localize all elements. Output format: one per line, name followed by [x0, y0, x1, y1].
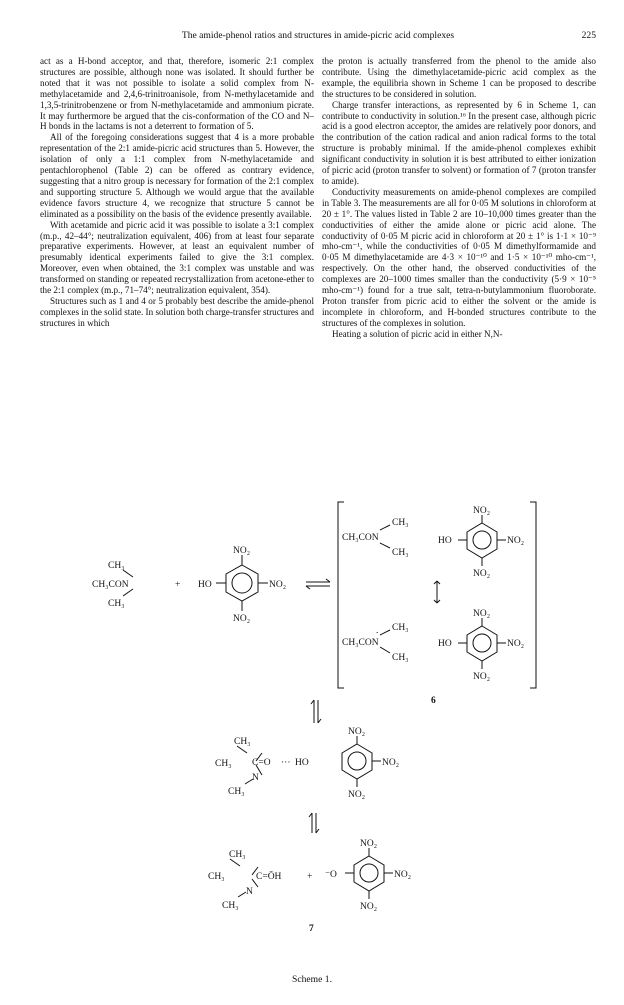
- chem-label: CH₃: [392, 623, 409, 633]
- benzene-ring: [342, 744, 372, 779]
- paragraph: Conductivity measurements on amide-phenol complexes are compiled in Table 3. The measurements are all for 0·05 M solutions in chloroform at 20 ± 1°. The values listed in Table 2 are 10–10,000 times greater than the conductivities of either the amide alone or picric acid alone. The conductivity of 0·05 M picric acid in chloroform at 20 ± 1° is 1·1 × 10⁻⁹ mho-cm⁻¹, while the conductivities of 0·05 M dimethylformamide and 0·05 M dimethylacetamide are 4·3 × 10⁻¹⁰ and 1·5 × 10⁻¹⁰ mho-cm⁻¹, respectively. On the other hand, the observed conductivities of the complexes are 20–1000 times smaller than the conductivity (5·9 × 10⁻⁵ mho-cm⁻¹) found for a true salt, tetra-n-butylammonium fluoroborate. Proton transfer from picric acid to either the solvent or the amide is incomplete in chloroform, and H-bonded structures contribute to the structures of the complexes in solution.: [322, 186, 596, 328]
- chem-label: CH₃: [392, 653, 409, 663]
- chem-label: NO₂: [348, 790, 366, 800]
- running-title: The amide-phenol ratios and structures in amide-picric acid complexes: [181, 30, 455, 41]
- chem-label: CH₃: [228, 787, 245, 797]
- page-header: [40, 30, 596, 44]
- scheme-caption: Scheme 1.: [292, 974, 332, 985]
- compound-number-6: 6: [431, 696, 436, 706]
- chem-label: NO₂: [473, 672, 491, 682]
- chem-label: NO₂: [507, 536, 525, 546]
- chem-label: HO: [438, 536, 452, 546]
- scheme-drawing: [0, 495, 624, 975]
- chem-label: CH₃: [229, 850, 246, 860]
- benzene-ring: [467, 523, 497, 558]
- chem-label: NO₂: [360, 902, 378, 912]
- chem-label: NO₂: [382, 758, 400, 768]
- chem-label: C=ŌH: [256, 872, 282, 882]
- chem-label: NO₂: [348, 727, 366, 737]
- chem-label: N: [246, 887, 253, 897]
- bond-line: [380, 647, 390, 653]
- benzene-ring: [226, 565, 258, 601]
- chem-label: NO₂: [473, 569, 491, 579]
- bond-line: [237, 746, 247, 753]
- chem-label: NO₂: [233, 614, 251, 624]
- paragraph: the proton is actually transferred from the phenol to the amide also contribute. Using the dimethylacetamide-picric acid complex as the example, the equilibria shown in Scheme 1 can be proposed to describe the structures to be considered in solution.: [322, 56, 596, 99]
- bracket-right: [530, 502, 536, 688]
- chem-label: NO₂: [473, 506, 491, 516]
- paragraph: Structures such as 1 and 4 or 5 probably best describe the amide-phenol complexes in the solid state. In solution both charge-transfer structures and structures in which: [40, 295, 314, 328]
- benzene-ring: [354, 856, 384, 891]
- chem-label: CH₃: [222, 901, 239, 911]
- paragraph: All of the foregoing considerations suggest that 4 is a more probable representation of the 2:1 amide-picric acid structures than 5. However, the isolation of only a 1:1 complex from N-methylacetamide and pentachlorophenol (Table 2) can be offered as contrary evidence, suggesting that a nitro group is necessary for formation of the 2:1 complex and supporting structure 5. Although we would argue that the available evidence favors structure 4, we recognize that structure 5 cannot be eliminated as a possibility on the basis of the evidence presently available.: [40, 132, 314, 219]
- paragraph: act as a H-bond acceptor, and that, therefore, isomeric 2:1 complex structures are possible, although none was isolated. It should further be noted that it was not possible to isolate a solid complex from N-methylacetamide and 2,4,6-trinitroanisole, from N-methylacetamide and 1,3,5-trinitrobenzene or from N-methylacetamide and ammonium picrate. It may furthermore be argued that the cis-conformation of the CO and N–H bonds in the lactams is not a deterrent to formation of 5.: [40, 56, 314, 132]
- bond-line: [380, 525, 390, 530]
- aromatic-circle: [360, 864, 378, 882]
- paragraph: Heating a solution of picric acid in either N,N-: [332, 328, 503, 339]
- paragraph: Charge transfer interactions, as represented by 6 in Scheme 1, can contribute to conductivity in solution.¹⁶ In the present case, although picric acid is a good electron acceptor, the amides are relatively poor donors, and the contribution of the cation radical and anion radical forms to the total structure is probably minimal. If the amide-phenol complexes exhibit significant conductivity in solution it is best attributed to either ionization of picric acid (proton transfer to solvent) or formation of 7 (proton transfer to amide).: [322, 99, 596, 186]
- bond-line: [123, 589, 133, 596]
- chem-label: HO: [295, 758, 309, 768]
- right-column: [322, 56, 596, 340]
- bond-line: [380, 630, 390, 635]
- chem-label: N: [252, 773, 259, 783]
- paragraph: With acetamide and picric acid it was possible to isolate a 3:1 complex (m.p., 42–44°; neutralization equivalent, 406) from at least four separate preparative experiments. However, at least an equivalent number of presumably identical experiments failed to give the 3:1 complex. Moreover, even when obtained, the 3:1 complex was unstable and was transformed on standing or repeated recrystallization from acetone-ether to the 2:1 complex (m.p., 71–74°; neutralization equivalent, 354).: [40, 219, 314, 296]
- bracket-left: [338, 502, 344, 688]
- chem-label: CH₃CON: [342, 638, 379, 648]
- aromatic-circle: [348, 752, 366, 770]
- chem-label: HO: [438, 639, 452, 649]
- bond-line: [238, 892, 246, 897]
- chem-label: CH₃: [392, 548, 409, 558]
- plus-sign: +: [175, 580, 181, 590]
- chem-label: HO: [198, 580, 212, 590]
- bond-line: [123, 570, 133, 577]
- chem-label: CH₃: [208, 872, 225, 882]
- chem-label: NO₂: [233, 546, 251, 556]
- page-number: 225: [581, 30, 596, 41]
- chem-label: NO₂: [269, 580, 287, 590]
- aromatic-circle: [473, 634, 491, 652]
- chem-label: NO₂: [360, 839, 378, 849]
- scheme-1-figure: [0, 495, 624, 995]
- chem-label: CH₃: [392, 518, 409, 528]
- compound-number-7: 7: [309, 924, 314, 934]
- chem-label: CH₃: [108, 599, 125, 609]
- left-column: [40, 56, 314, 329]
- chem-label: CH₃: [108, 561, 125, 571]
- benzene-ring: [467, 626, 497, 661]
- chem-label: NO₂: [507, 639, 525, 649]
- chem-label: NO₂: [473, 609, 491, 619]
- chem-label: ···: [281, 758, 291, 768]
- chem-label: NO₂: [394, 870, 412, 880]
- chem-label: CH₃: [215, 759, 232, 769]
- bond-line: [230, 859, 240, 866]
- chem-label: .: [376, 626, 379, 636]
- chem-label: CH₃CON: [92, 580, 129, 590]
- aromatic-circle: [473, 531, 491, 549]
- aromatic-circle: [232, 573, 252, 593]
- chem-label: C=O: [252, 758, 271, 768]
- plus-sign: +: [307, 872, 313, 882]
- bond-line: [380, 543, 390, 548]
- chem-label: CH₃CON: [342, 533, 379, 543]
- chem-label: CH₃: [234, 737, 251, 747]
- chem-label: ⁻O: [325, 870, 337, 880]
